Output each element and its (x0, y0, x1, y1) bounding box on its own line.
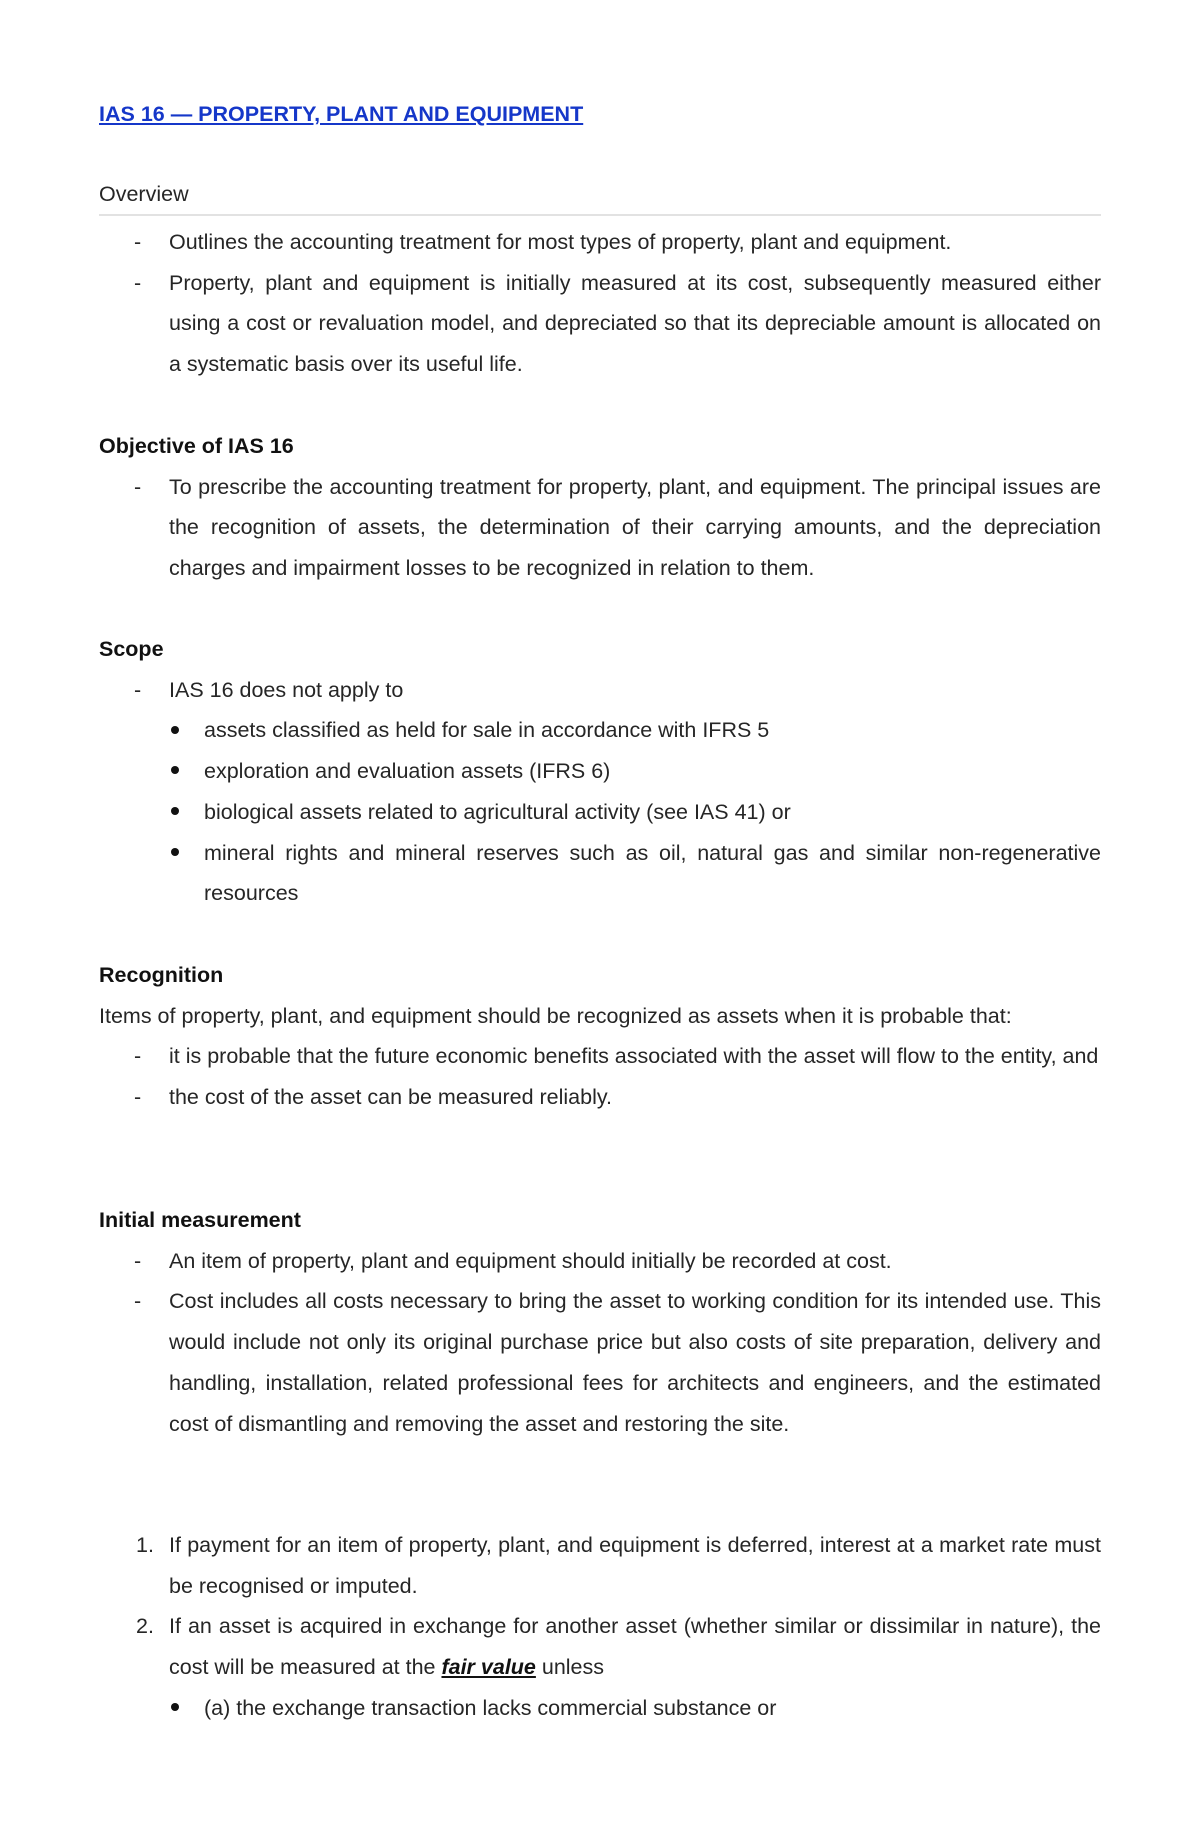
sub-bullet (99, 1688, 1101, 1729)
scope-bullet (99, 792, 1101, 833)
recognition-intro: Items of property, plant, and equipment should be recognized as assets when it is probable that: (99, 1003, 1012, 1028)
scope-section (99, 629, 1101, 914)
bullet-icon (169, 710, 204, 751)
dash-marker: - (134, 270, 142, 295)
overview-item-text: Outlines the accounting treatment for most types of property, plant and equipment. (169, 230, 952, 254)
dash-marker: - (134, 1085, 142, 1110)
overview-item (99, 263, 1101, 385)
scope-bullet-text: assets classified as held for sale in accordance with IFRS 5 (204, 718, 770, 743)
scope-bullet-text: exploration and evaluation assets (IFRS 6) (204, 759, 611, 784)
recognition-section (99, 955, 1101, 1118)
numbered-item-text: If payment for an item of property, plant, and equipment is deferred, interest at a market rate must be recognised or imputed. (169, 1533, 1101, 1598)
scope-bullet (99, 710, 1101, 751)
numbered-list (99, 1525, 1101, 1729)
overview-section (99, 222, 1101, 385)
objective-item-text: To prescribe the accounting treatment for property, plant, and equipment. The principal issues are the recognition of assets, the determination of their carrying amounts, and the depreciation charges and impairment losses to be recognized in relation to them. (169, 474, 1101, 581)
recognition-heading: Recognition (99, 963, 224, 987)
numbered-item-text-after: unless (535, 1655, 605, 1680)
initial-measurement-heading: Initial measurement (99, 1208, 301, 1232)
recognition-item-text: it is probable that the future economic benefits associated with the asset will flow to the entity, and (169, 1044, 1099, 1069)
recognition-item (99, 1077, 1101, 1118)
scope-bullet-text: mineral rights and mineral reserves such as oil, natural gas and similar non-regenerative resources (204, 840, 1101, 906)
bullet-icon (169, 833, 204, 874)
overview-item (99, 222, 1101, 263)
dash-marker: - (134, 474, 142, 499)
number-marker: 1. (136, 1533, 154, 1557)
objective-section (99, 426, 1101, 589)
dash-marker: - (134, 1289, 142, 1314)
overview-label: Overview (99, 176, 1101, 216)
initial-measurement-item-text: Cost includes all costs necessary to bring the asset to working condition for its intended use. This would include not only its original purchase price but also costs of site preparation, delivery and handling, installation, related professional fees for architects and engineers, and the estimated cost of dismantling and removing the asset and restoring the site. (169, 1289, 1101, 1436)
bullet-icon (169, 751, 204, 792)
initial-measurement-item (99, 1241, 1101, 1282)
numbered-item (99, 1525, 1101, 1606)
scope-intro (99, 670, 1101, 711)
recognition-item-text: the cost of the asset can be measured reliably. (169, 1085, 612, 1110)
dash-marker: - (134, 1248, 142, 1273)
dash-marker: - (134, 677, 142, 702)
numbered-item-text-before: If an asset is acquired in exchange for another asset (whether similar or dissimilar in nature), the cost will be measured at the (169, 1614, 1101, 1680)
recognition-item (99, 1036, 1101, 1077)
initial-measurement-section (99, 1200, 1101, 1444)
fair-value-emphasis: fair value (441, 1655, 536, 1680)
bullet-icon (169, 1688, 204, 1729)
initial-measurement-item (99, 1281, 1101, 1444)
scope-bullet-text: biological assets related to agricultural activity (see IAS 41) or (204, 799, 791, 824)
bullet-icon (169, 792, 204, 833)
scope-intro-text: IAS 16 does not apply to (169, 677, 404, 702)
scope-bullet (99, 833, 1101, 914)
dash-marker: - (134, 1044, 142, 1069)
scope-heading: Scope (99, 637, 164, 661)
objective-heading: Objective of IAS 16 (99, 434, 294, 458)
objective-item (99, 467, 1101, 589)
dash-marker: - (134, 230, 142, 254)
sub-bullet-text: (a) the exchange transaction lacks commercial substance or (204, 1695, 777, 1720)
initial-measurement-item-text: An item of property, plant and equipment should initially be recorded at cost. (169, 1248, 892, 1273)
scope-bullet (99, 751, 1101, 792)
number-marker: 2. (136, 1614, 154, 1639)
document-title[interactable]: IAS 16 — PROPERTY, PLANT AND EQUIPMENT (99, 102, 584, 126)
overview-item-text: Property, plant and equipment is initially measured at its cost, subsequently measured either using a cost or revaluation model, and depreciated so that its depreciable amount is allocated on a systematic basis over its useful life. (169, 270, 1101, 377)
numbered-item (99, 1606, 1101, 1687)
